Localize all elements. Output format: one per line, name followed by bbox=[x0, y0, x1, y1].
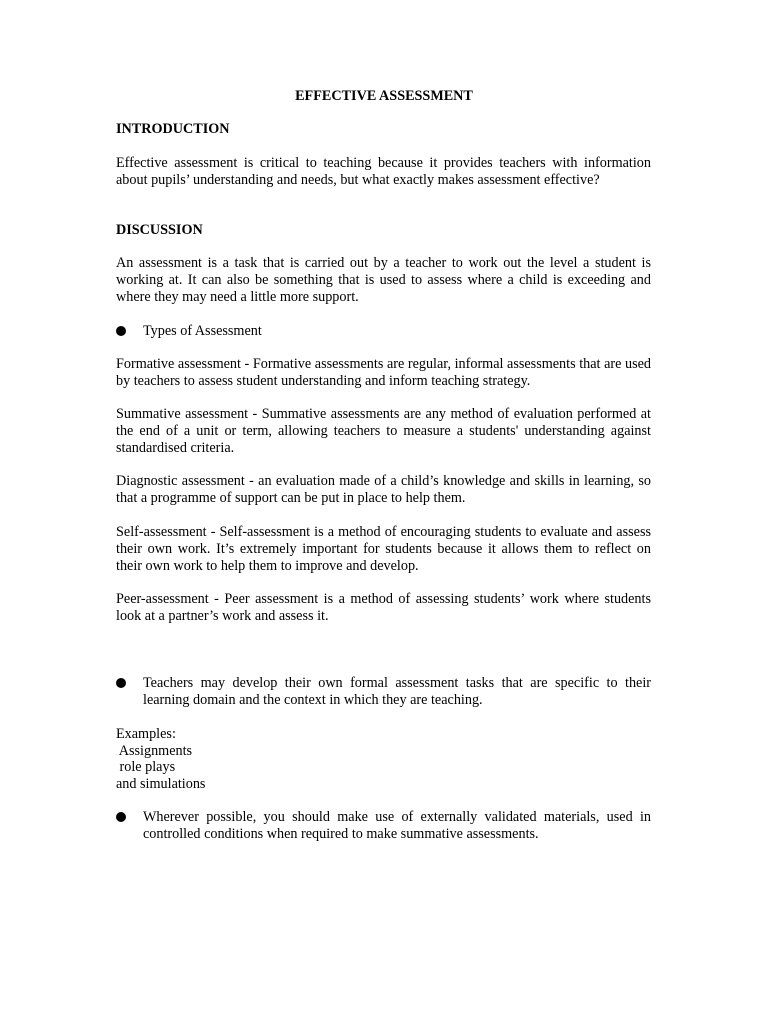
example-item: and simulations bbox=[116, 776, 206, 792]
example-item: role plays bbox=[116, 759, 176, 775]
discussion-heading: DISCUSSION bbox=[116, 222, 203, 238]
formative-paragraph: Formative assessment - Formative assessments are regular, informal assessments that are used by teachers to assess student understanding and inform teaching strategy. bbox=[116, 356, 651, 389]
bullet-icon bbox=[116, 326, 126, 336]
bullet-text: Types of Assessment bbox=[143, 323, 262, 339]
examples-label: Examples: bbox=[116, 726, 176, 742]
document-title: EFFECTIVE ASSESSMENT bbox=[295, 88, 473, 104]
introduction-heading: INTRODUCTION bbox=[116, 121, 230, 137]
bullet-icon bbox=[116, 812, 126, 822]
discussion-paragraph: An assessment is a task that is carried out by a teacher to work out the level a student is working at. It can also be something that is used to assess where a child is exceeding and where they may need a little more support. bbox=[116, 255, 651, 305]
summative-paragraph: Summative assessment - Summative assessments are any method of evaluation performed at the end of a unit or term, allowing teachers to measure a students' understanding against standardised criteria. bbox=[116, 406, 651, 456]
bullet-text: Wherever possible, you should make use of externally validated materials, used in controlled conditions when required to make summative assessments. bbox=[143, 809, 651, 842]
example-item: Assignments bbox=[116, 743, 193, 759]
self-assessment-paragraph: Self-assessment - Self-assessment is a method of encouraging students to evaluate and assess their own work. It’s extremely important for students because it allows them to reflect on their own work to help them to improve and develop. bbox=[116, 524, 651, 574]
diagnostic-paragraph: Diagnostic assessment - an evaluation made of a child’s knowledge and skills in learning, so that a programme of support can be put in place to help them. bbox=[116, 473, 651, 506]
peer-assessment-paragraph: Peer-assessment - Peer assessment is a method of assessing students’ work where students look at a partner’s work and assess it. bbox=[116, 591, 651, 624]
bullet-icon bbox=[116, 678, 126, 688]
introduction-paragraph: Effective assessment is critical to teaching because it provides teachers with information about pupils’ understanding and needs, but what exactly makes assessment effective? bbox=[116, 155, 651, 188]
bullet-text: Teachers may develop their own formal assessment tasks that are specific to their learning domain and the context in which they are teaching. bbox=[143, 675, 651, 708]
